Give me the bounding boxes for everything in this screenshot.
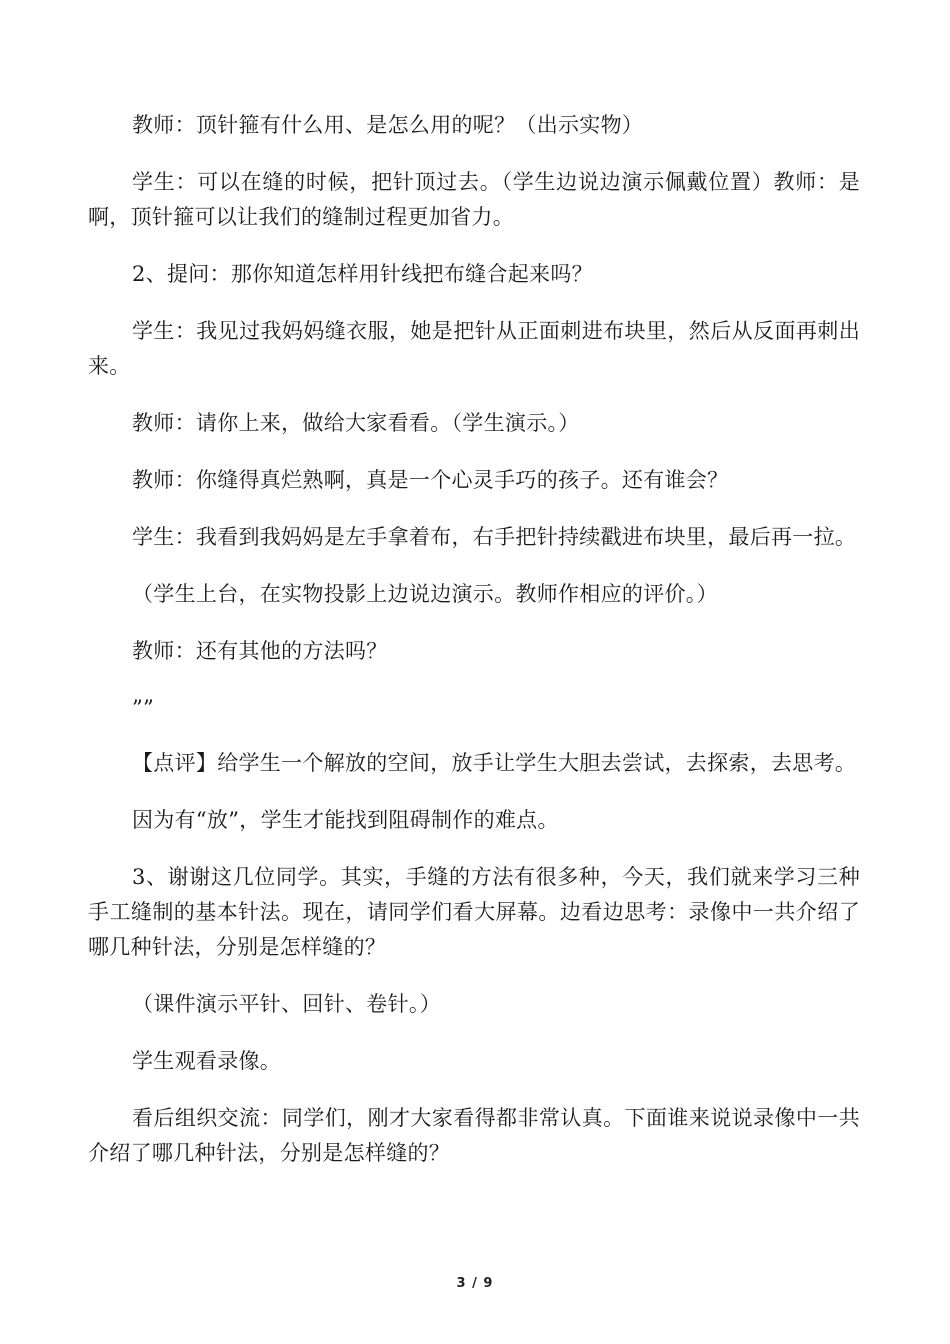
paragraph: 教师：还有其他的方法吗？: [132, 639, 388, 663]
paragraph: 学生：可以在缝的时候，把针顶过去。（学生边说边演示佩戴位置）教师：是啊，顶针箍可以让我们的缝制过程更加省力。: [88, 170, 860, 229]
paragraph: （学生上台，在实物投影上边说边演示。教师作相应的评价。）: [132, 582, 718, 606]
paragraph: 2、提问：那你知道怎样用针线把布缝合起来吗？: [132, 262, 593, 286]
paragraph-comment: 【点评】给学生一个解放的空间，放手让学生大胆去尝试，去探索，去思考。: [132, 751, 857, 775]
document-body: [88, 108, 860, 1193]
paragraph-quote-marks: ””: [132, 696, 155, 720]
paragraph: 学生：我看到我妈妈是左手拿着布，右手把针持续戳进布块里，最后再一拉。: [132, 525, 857, 549]
paragraph: 教师：请你上来，做给大家看看。（学生演示。）: [132, 411, 580, 435]
paragraph: 学生观看录像。: [132, 1049, 282, 1073]
paragraph: （课件演示平针、回针、卷针。）: [132, 992, 441, 1016]
paragraph: 看后组织交流：同学们，刚才大家看得都非常认真。下面谁来说说录像中一共介绍了哪几种针法，分别是怎样缝的？: [88, 1106, 860, 1165]
paragraph: 因为有“放”，学生才能找到阻碍制作的难点。: [132, 808, 559, 832]
paragraph: 教师：顶针箍有什么用、是怎么用的呢？（出示实物）: [132, 113, 644, 137]
paragraph: 学生：我见过我妈妈缝衣服，她是把针从正面刺进布块里，然后从反面再刺出来。: [88, 319, 860, 378]
paragraph: 3、谢谢这几位同学。其实，手缝的方法有很多种，今天，我们就来学习三种手工缝制的基本针法。现在，请同学们看大屏幕。边看边思考：录像中一共介绍了哪几种针法，分别是怎样缝的？: [88, 865, 860, 959]
paragraph: 教师：你缝得真烂熟啊，真是一个心灵手巧的孩子。还有谁会？: [132, 468, 729, 492]
page-number: 3 / 9: [456, 1276, 494, 1291]
